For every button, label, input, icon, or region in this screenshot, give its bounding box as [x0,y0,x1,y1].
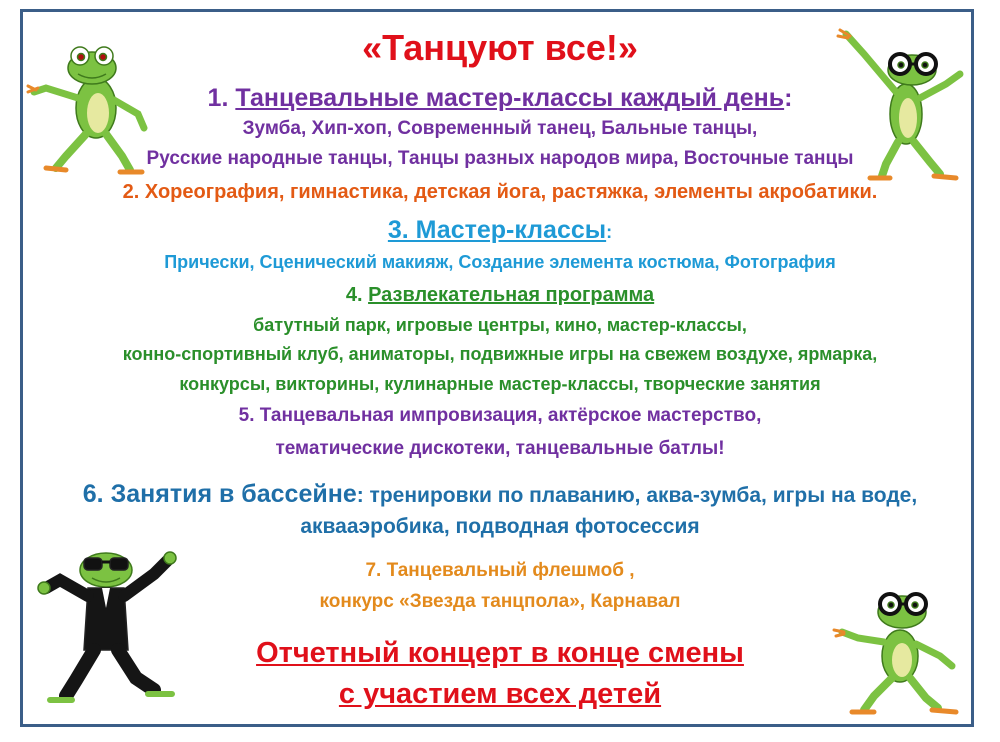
item6-rest: : тренировки по плаванию, аква-зумба, игры на воде, [356,484,918,507]
item4-number: 4. [345,284,369,306]
finale-line2: с участием всех детей [338,678,662,710]
item1-line2: Русские народные танцы, Танцы разных народов мира, Восточные танцы [146,148,854,169]
item4-line3: конкурсы, викторины, кулинарные мастер-классы, творческие занятия [179,374,821,394]
item5-line1: 5. Танцевальная импровизация, актёрское мастерство, [238,405,762,426]
item6-line1 [0,480,1000,509]
item4-heading: Развлекательная программа [368,284,655,306]
item1-colon: : [784,84,793,112]
item4-line2: конно-спортивный клуб, аниматоры, подвижные игры на свежем воздухе, ярмарка, [122,344,878,364]
item7-line1: 7. Танцевальный флешмоб , [365,560,635,581]
item1-heading-line [0,84,1000,113]
poster-title: «Танцуют все!» [362,27,638,68]
item3-heading: 3. Мастер-классы [387,216,607,244]
item1-line1: Зумба, Хип-хоп, Современный танец, Бальные танцы, [242,118,758,139]
item4-heading-line [0,284,1000,307]
item2-text: 2. Хореография, гимнастика, детская йога, растяжка, элементы акробатики. [122,181,878,203]
item1-heading: Танцевальные мастер-классы каждый день [235,84,785,112]
item3-heading-line [0,216,1000,245]
item6-heading: 6. Занятия в бассейне [82,480,357,508]
item1-number: 1. [207,84,236,112]
finale-line1: Отчетный концерт в конце смены [256,637,744,669]
item5-line2: тематические дискотеки, танцевальные батлы! [275,438,725,459]
item3-colon: : [606,222,613,242]
item3-line1: Прически, Сценический макияж, Создание элемента костюма, Фотография [164,252,836,272]
item6-line2: аквааэробика, подводная фотосессия [300,515,700,538]
item4-line1: батутный парк, игровые центры, кино, мастер-классы, [253,315,747,335]
item7-line2: конкурс «Звезда танцпола», Карнавал [319,591,681,612]
